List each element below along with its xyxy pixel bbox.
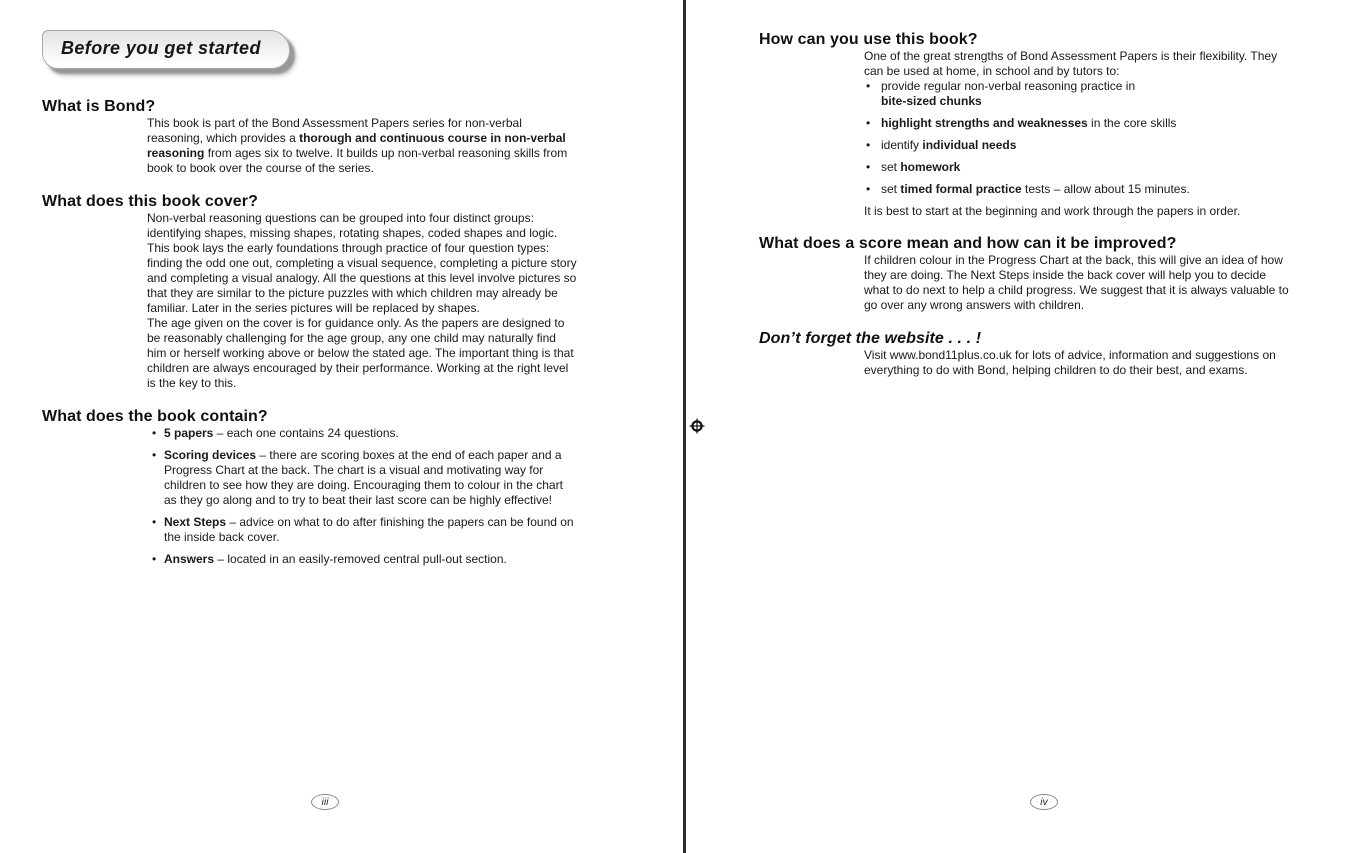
list-item xyxy=(866,160,1369,175)
heading-score-mean: What does a score mean and how can it be improved? xyxy=(759,235,1177,252)
paragraph-website: Visit www.bond11plus.co.uk for lots of advice, information and suggestions on everything to do with Bond, helping children to do their best, and exams. xyxy=(864,348,1276,377)
bullet-icon: • xyxy=(866,182,871,196)
heading-use-this-book: How can you use this book? xyxy=(759,31,978,48)
list-item xyxy=(152,552,683,567)
list-item xyxy=(866,138,1369,153)
paragraph-use-outro: It is best to start at the beginning and work through the papers in order. xyxy=(864,204,1241,218)
use-this-book-list xyxy=(686,79,1369,197)
list-item-text: Answers – located in an easily-removed central pull-out section. xyxy=(164,552,507,566)
bullet-icon: • xyxy=(866,138,871,152)
book-contain-list xyxy=(0,426,683,567)
heading-website: Don’t forget the website . . . ! xyxy=(759,330,982,347)
list-item-text: highlight strengths and weaknesses in the core skills xyxy=(881,116,1177,130)
left-page xyxy=(0,0,683,853)
bullet-icon: • xyxy=(152,552,157,566)
bullet-icon: • xyxy=(866,160,871,174)
bullet-icon: • xyxy=(866,79,871,93)
list-item xyxy=(866,116,1369,131)
list-item xyxy=(152,426,683,441)
list-item xyxy=(152,515,683,545)
list-item-text: 5 papers – each one contains 24 questions. xyxy=(164,426,399,440)
list-item-text: Scoring devices – there are scoring boxes at the end of each paper and a Progress Chart at the back. The chart is a visual and motivating way for children to see how they are doing. Encouraging them to colour in the chart as they go along and to try to beat their last score can be highly effective! xyxy=(164,448,563,507)
paragraph-book-cover-1: Non-verbal reasoning questions can be grouped into four distinct groups: identifying shapes, missing shapes, rotating shapes, coded shapes and logic. This book lays the early foundations through practice of four question types: finding the odd one out, completing a visual sequence, completing a picture story and completing a visual analogy. All the questions at this level involve pictures so that they are similar to the picture puzzles with which children may already be familiar. Later in the series pictures will be replaced by shapes. xyxy=(147,211,577,315)
page-number-badge: iv xyxy=(1030,794,1058,810)
list-item xyxy=(866,79,1369,109)
list-item-text: set timed formal practice tests – allow about 15 minutes. xyxy=(881,182,1190,196)
list-item-text: provide regular non-verbal reasoning practice in bite-sized chunks xyxy=(881,79,1136,108)
heading-book-contain: What does the book contain? xyxy=(42,408,268,425)
bullet-icon: • xyxy=(152,426,157,440)
heading-book-cover: What does this book cover? xyxy=(42,193,258,210)
list-item xyxy=(152,448,683,508)
bullet-icon: • xyxy=(866,116,871,130)
bullet-icon: • xyxy=(152,515,157,529)
banner-title: Before you get started xyxy=(61,38,261,58)
paragraph-book-cover-2: The age given on the cover is for guidance only. As the papers are designed to be reasonably challenging for the age group, any one child may naturally find him or herself working above or below the stated age. The important thing is that children are always encouraged by their performance. Working at the right level is the key to this. xyxy=(147,316,574,390)
list-item xyxy=(866,182,1369,197)
list-item-text: identify individual needs xyxy=(881,138,1017,152)
list-item-text: Next Steps – advice on what to do after finishing the papers can be found on the inside back cover. xyxy=(164,515,574,544)
heading-what-is-bond: What is Bond? xyxy=(42,98,156,115)
paragraph-what-is-bond: This book is part of the Bond Assessment Papers series for non-verbal reasoning, which provides a thorough and continuous course in non-verbal reasoning from ages six to twelve. It builds up non-verbal reasoning skills from book to book over the course of the series. xyxy=(147,116,568,175)
bullet-icon: • xyxy=(152,448,157,462)
list-item-text: set homework xyxy=(881,160,961,174)
page-number-badge: iii xyxy=(311,794,339,810)
right-page xyxy=(686,0,1369,853)
paragraph-score-mean: If children colour in the Progress Chart at the back, this will give an idea of how they are doing. The Next Steps inside the back cover will help you to decide what to do next to help a child progress. We suggest that it is always valuable to go over any wrong answers with children. xyxy=(864,253,1289,312)
section-banner xyxy=(42,30,290,69)
paragraph-use-intro: One of the great strengths of Bond Assessment Papers is their flexibility. They can be used at home, in school and by tutors to: xyxy=(864,49,1278,78)
